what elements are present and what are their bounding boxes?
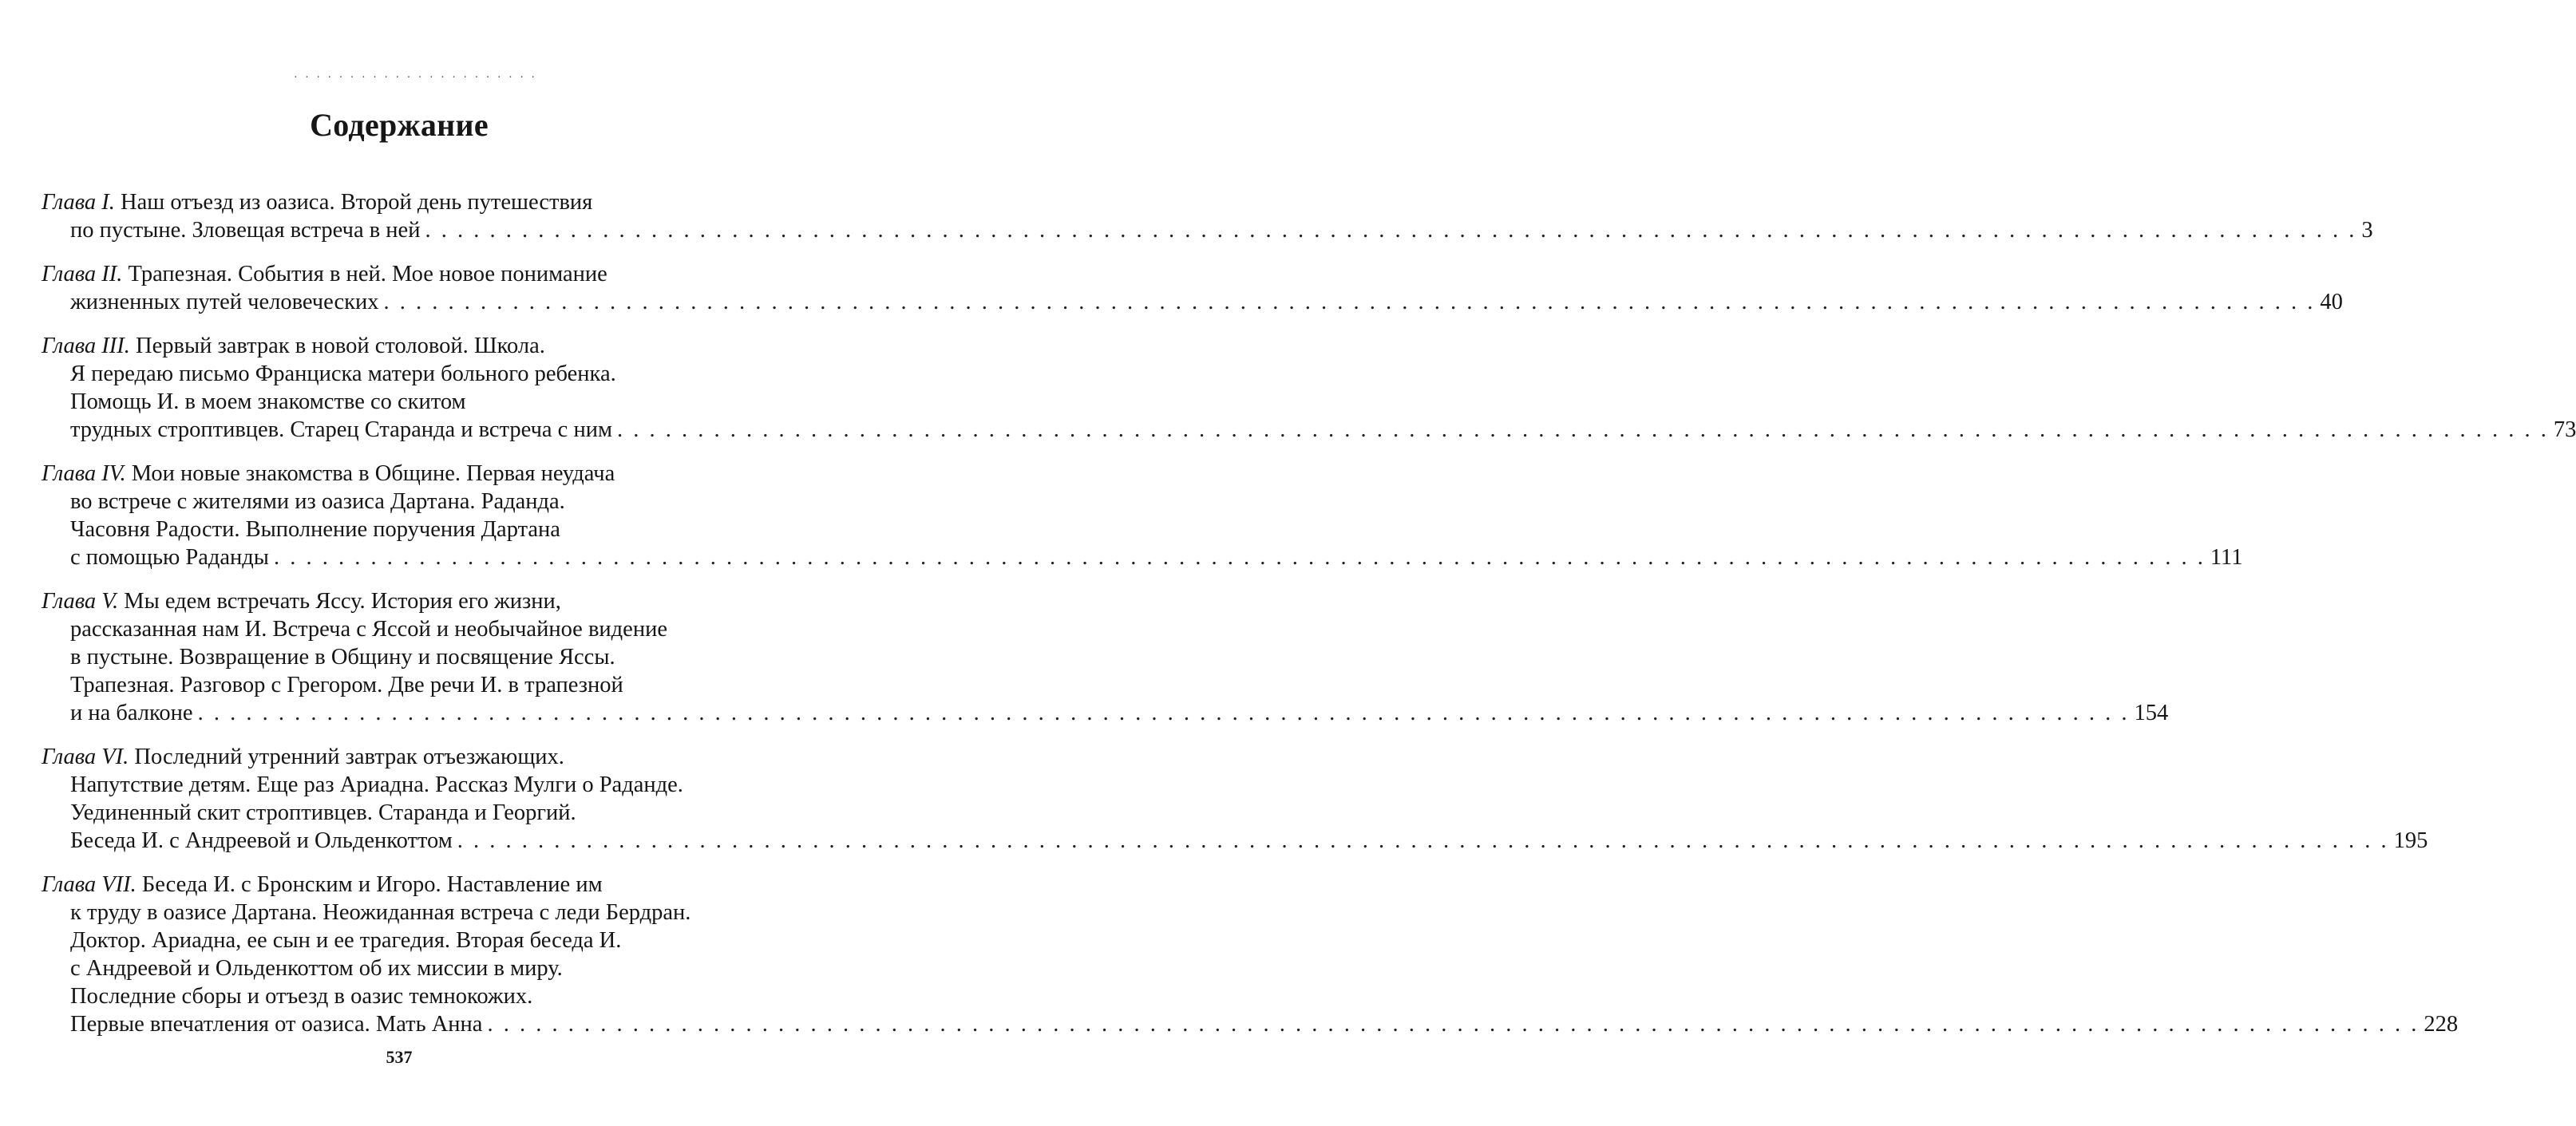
chapter-text: во встрече с жителями из оазиса Дартана. Раданда.: [70, 489, 565, 514]
chapter-text: Последний утренний завтрак отъезжающих.: [134, 745, 564, 769]
chapter-label: Глава IV.: [42, 461, 126, 486]
toc-entry-last-line: [42, 827, 2428, 855]
page-title: Содержание: [310, 107, 489, 143]
chapter-label: Глава V.: [42, 589, 119, 614]
chapter-text: трудных строптивцев. Старец Старанда и встреча с ним: [70, 417, 612, 442]
chapter-text: Беседа И. с Бронским и Игоро. Наставление им: [141, 872, 603, 897]
page-reference: 73: [2553, 417, 2576, 442]
toc-entry-last-line: [42, 416, 2576, 444]
toc-entry-first-line: [42, 332, 756, 360]
toc-entry: [42, 188, 2373, 244]
toc-entry-last-line: [42, 543, 2243, 571]
chapter-text: и на балконе: [70, 701, 193, 725]
chapter-text: Я передаю письмо Франциска матери больного ребенка.: [70, 362, 616, 386]
page-reference: 3: [2361, 218, 2373, 243]
page-reference: 228: [2424, 1012, 2459, 1037]
toc-entry: [42, 587, 2169, 727]
toc-entry-first-line: [42, 871, 756, 899]
chapter-text: Беседа И. с Андреевой и Ольденкоттом: [70, 828, 453, 853]
dot-leader: . . . . . . . . . . . . . . . . . . . . . . . . . . . . . . . . . . . . . . . . . . . . . . . . . . . . . . . . . . . . . . . . . . . . . . . . . . . . . . . . . . . . . . . . . . . . . . . . . . . . . . . . . . . . . . . . . . . . . . . .: [487, 1012, 2420, 1037]
page-number: 537: [386, 1047, 413, 1067]
page-reference: 195: [2393, 828, 2428, 853]
toc-entry: [42, 460, 2243, 571]
header-ornament: · · · · · · · · · · · · · · · · · · · · · ·: [294, 72, 538, 84]
chapter-text: Напутствие детям. Еще раз Ариадна. Рассказ Мулги о Раданде.: [70, 772, 683, 797]
chapter-text: по пустыне. Зловещая встреча в ней: [70, 218, 421, 243]
chapter-text: Первые впечатления от оазиса. Мать Анна: [70, 1012, 483, 1037]
dot-leader: . . . . . . . . . . . . . . . . . . . . . . . . . . . . . . . . . . . . . . . . . . . . . . . . . . . . . . . . . . . . . . . . . . . . . . . . . . . . . . . . . . . . . . . . . . . . . . . . . . . . . . . . . . . . . . . . . . . . . . . .: [197, 701, 2130, 725]
chapter-text: с Андреевой и Ольденкоттом об их миссии в миру.: [70, 956, 563, 981]
chapter-label: Глава III.: [42, 334, 130, 358]
chapter-label: Глава I.: [42, 190, 115, 215]
toc-entry-last-line: [42, 288, 2343, 316]
dot-leader: . . . . . . . . . . . . . . . . . . . . . . . . . . . . . . . . . . . . . . . . . . . . . . . . . . . . . . . . . . . . . . . . . . . . . . . . . . . . . . . . . . . . . . . . . . . . . . . . . . . . . . . . . . . . . . . . . . . . . . . .: [383, 290, 2316, 314]
chapter-text: Мы едем встречать Яссу. История его жизни,: [124, 589, 561, 614]
page-reference: 154: [2134, 701, 2169, 725]
chapter-text: Доктор. Ариадна, ее сын и ее трагедия. Вторая беседа И.: [70, 928, 622, 953]
dot-leader: . . . . . . . . . . . . . . . . . . . . . . . . . . . . . . . . . . . . . . . . . . . . . . . . . . . . . . . . . . . . . . . . . . . . . . . . . . . . . . . . . . . . . . . . . . . . . . . . . . . . . . . . . . . . . . . . . . . . . . . .: [425, 218, 2357, 243]
toc-entry-first-line: [42, 743, 756, 771]
chapter-text: Часовня Радости. Выполнение поручения Дартана: [70, 517, 560, 542]
chapter-label: Глава VII.: [42, 872, 137, 897]
dot-leader: . . . . . . . . . . . . . . . . . . . . . . . . . . . . . . . . . . . . . . . . . . . . . . . . . . . . . . . . . . . . . . . . . . . . . . . . . . . . . . . . . . . . . . . . . . . . . . . . . . . . . . . . . . . . . . . . . . . . . . . .: [617, 417, 2549, 442]
toc-entry-last-line: [42, 1010, 2459, 1038]
chapter-text: рассказанная нам И. Встреча с Яссой и необычайное видение: [70, 617, 667, 642]
toc-entry: [42, 743, 2428, 855]
chapter-text: жизненных путей человеческих: [70, 290, 379, 314]
toc-entry: [42, 332, 2576, 444]
toc-entry: [42, 260, 2343, 316]
dot-leader: . . . . . . . . . . . . . . . . . . . . . . . . . . . . . . . . . . . . . . . . . . . . . . . . . . . . . . . . . . . . . . . . . . . . . . . . . . . . . . . . . . . . . . . . . . . . . . . . . . . . . . . . . . . . . . . . . . . . . . . .: [457, 828, 2389, 853]
chapter-text: в пустыне. Возвращение в Общину и посвящение Яссы.: [70, 645, 615, 670]
chapter-text: Мои новые знакомства в Общине. Первая неудача: [131, 461, 615, 486]
chapter-text: Помощь И. в моем знакомстве со скитом: [70, 389, 466, 414]
toc-entry: [42, 871, 2459, 1038]
chapter-text: Уединенный скит строптивцев. Старанда и Георгий.: [70, 800, 576, 825]
toc-entry-last-line: [42, 699, 2169, 727]
chapter-label: Глава VI.: [42, 745, 129, 769]
chapter-text: Наш отъезд из оазиса. Второй день путешествия: [121, 190, 593, 215]
toc-entry-first-line: [42, 587, 756, 615]
chapter-text: Трапезная. Разговор с Грегором. Две речи И. в трапезной: [70, 673, 623, 697]
toc-entry-first-line: [42, 188, 756, 216]
chapter-label: Глава II.: [42, 262, 123, 286]
page-reference: 111: [2210, 545, 2243, 570]
page-reference: 40: [2320, 290, 2343, 314]
toc-entry-last-line: [42, 216, 2373, 244]
table-of-contents: [42, 188, 2576, 1054]
chapter-text: Первый завтрак в новой столовой. Школа.: [136, 334, 545, 358]
toc-entry-first-line: [42, 460, 756, 488]
toc-entry-first-line: [42, 260, 756, 288]
chapter-text: Трапезная. События в ней. Мое новое понимание: [128, 262, 607, 286]
chapter-text: Последние сборы и отъезд в оазис темнокожих.: [70, 984, 533, 1009]
chapter-text: с помощью Раданды: [70, 545, 269, 570]
chapter-text: к труду в оазисе Дартана. Неожиданная встреча с леди Бердран.: [70, 900, 691, 925]
dot-leader: . . . . . . . . . . . . . . . . . . . . . . . . . . . . . . . . . . . . . . . . . . . . . . . . . . . . . . . . . . . . . . . . . . . . . . . . . . . . . . . . . . . . . . . . . . . . . . . . . . . . . . . . . . . . . . . . . . . . . . . .: [273, 545, 2206, 570]
